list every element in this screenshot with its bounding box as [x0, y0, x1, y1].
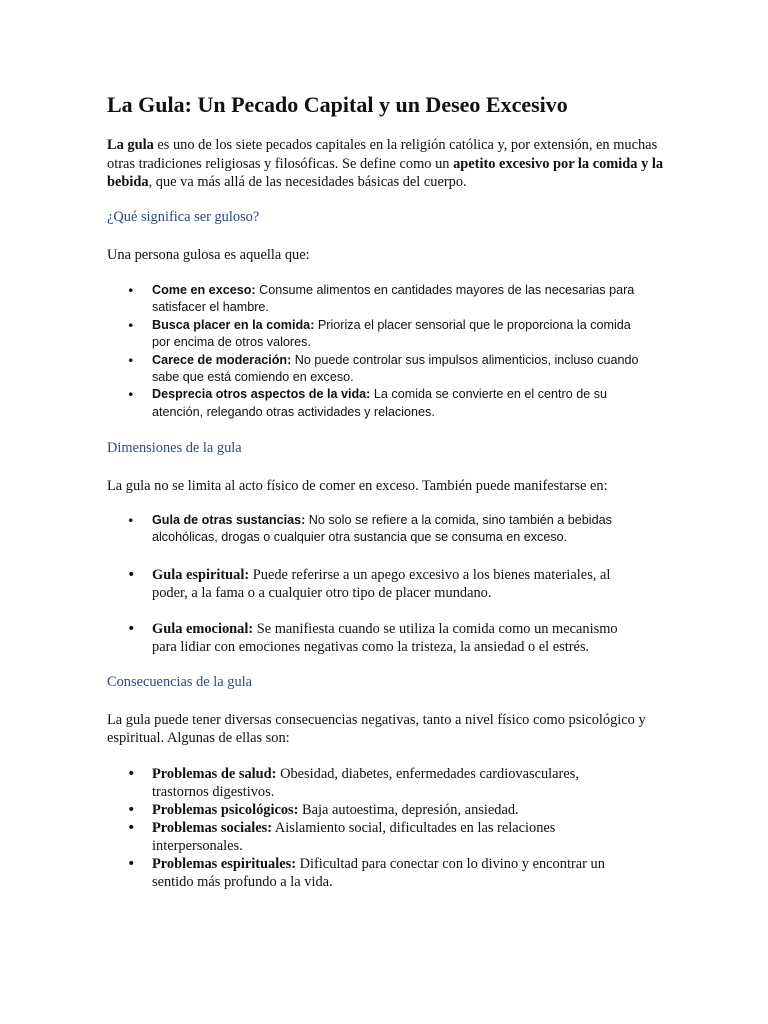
intro-bold-2: apetito excesivo por la comida y la bebida	[107, 155, 664, 190]
list-item-term: Gula espiritual:	[152, 567, 250, 583]
section1-lead: Una persona gulosa es aquella que:	[107, 247, 310, 263]
list-item-term: Busca placer en la comida:	[152, 317, 315, 332]
list-item-term: Problemas de salud:	[152, 766, 277, 782]
section1-list	[127, 282, 652, 421]
list-item-term: Gula emocional:	[152, 621, 254, 637]
list-item	[127, 765, 632, 801]
list-item-text: Aislamiento social, dificultades en las relaciones interpersonales.	[152, 820, 556, 854]
section3-list	[127, 765, 632, 891]
list-item-text: Obesidad, diabetes, enfermedades cardiovasculares, trastornos digestivos.	[152, 766, 579, 800]
list-item	[127, 620, 632, 656]
list-item-term: Problemas sociales:	[152, 820, 273, 836]
section1-heading: ¿Qué significa ser guloso?	[107, 209, 260, 225]
list-item	[127, 566, 632, 602]
document-title: La Gula: Un Pecado Capital y un Deseo Excesivo	[107, 92, 568, 117]
list-item-term: Come en exceso:	[152, 283, 256, 297]
list-item	[127, 317, 652, 352]
list-item	[127, 352, 652, 387]
list-item-text: Baja autoestima, depresión, ansiedad.	[298, 802, 519, 818]
list-item-text: La comida se convierte en el centro de su atención, relegando otras actividades y relaciones.	[152, 387, 608, 419]
list-item-text: No solo se refiere a la comida, sino también a bebidas alcohólicas, drogas o cualquier otra sustancia que se consuma en exceso.	[152, 513, 612, 545]
list-item-term: Desprecia otros aspectos de la vida:	[152, 387, 371, 402]
section2-list-c	[127, 620, 632, 656]
section3-lead: La gula puede tener diversas consecuencias negativas, tanto a nivel físico como psicológico y espiritual. Algunas de ellas son:	[107, 712, 646, 746]
list-item-text: Dificultad para conectar con lo divino y encontrar un sentido más profundo a la vida.	[152, 856, 605, 890]
list-item-term: Problemas espirituales:	[152, 856, 297, 872]
list-item-term: Gula de otras sustancias:	[152, 513, 306, 527]
intro-text-2: , que va más allá de las necesidades básicas del cuerpo.	[148, 174, 467, 190]
list-item	[127, 386, 652, 421]
section2-list-a	[127, 512, 652, 547]
list-item-term: Carece de moderación:	[152, 352, 292, 367]
list-item-text: Se manifiesta cuando se utiliza la comida como un mecanismo para lidiar con emociones negativas como la tristeza, la ansiedad o el estrés.	[152, 621, 618, 655]
list-item	[127, 819, 632, 855]
section2-heading: Dimensiones de la gula	[107, 440, 242, 456]
list-item	[127, 801, 632, 819]
list-item-text: Puede referirse a un apego excesivo a los bienes materiales, al poder, a la fama o a cualquier otro tipo de placer mundano.	[152, 567, 611, 601]
list-item-term: Problemas psicológicos:	[152, 802, 299, 818]
section2-lead: La gula no se limita al acto físico de comer en exceso. También puede manifestarse en:	[107, 478, 608, 494]
intro-paragraph	[107, 136, 667, 192]
section2-list-b	[127, 566, 632, 602]
list-item-text: Prioriza el placer sensorial que le proporciona la comida por encima de otros valores.	[152, 317, 631, 350]
list-item	[127, 512, 652, 547]
intro-bold-1: La gula	[107, 137, 154, 153]
list-item-text: Consume alimentos en cantidades mayores de las necesarias para satisfacer el hambre.	[152, 283, 635, 315]
section3-heading: Consecuencias de la gula	[107, 674, 253, 690]
intro-text-1: es uno de los siete pecados capitales en la religión católica y, por extensión, en muchas otras tradiciones religiosas y filosóficas. Se define como un	[107, 137, 658, 172]
list-item	[127, 282, 652, 317]
list-item	[127, 855, 632, 891]
list-item-text: No puede controlar sus impulsos alimenticios, incluso cuando sabe que está comiendo en exceso.	[152, 352, 639, 385]
